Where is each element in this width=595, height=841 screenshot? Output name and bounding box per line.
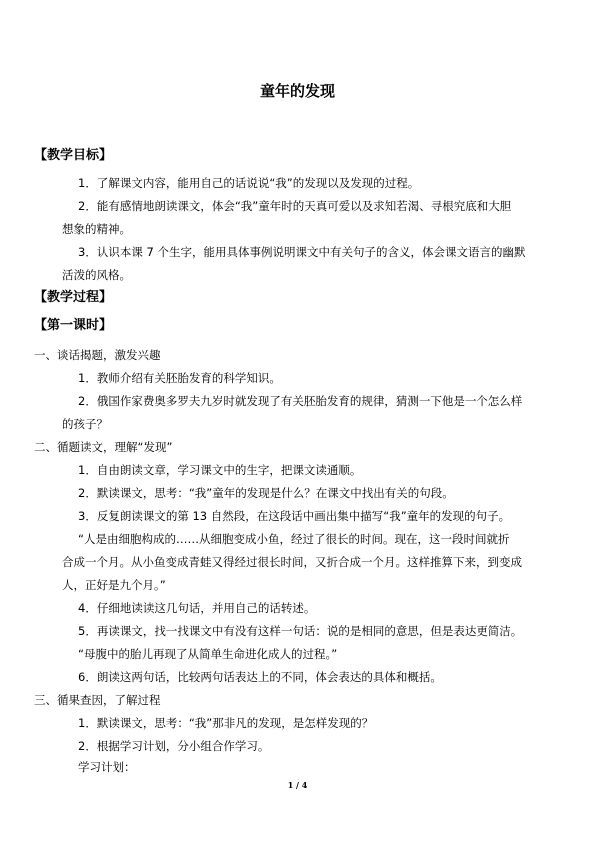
paragraph-line: 2．能有感情地朗读课文，体会“我”童年时的天真可爱以及求知若渴、寻根究底和大胆 (78, 199, 512, 213)
paragraph-line: 1．自由朗读文章，学习课文中的生字，把课文读通顺。 (78, 463, 362, 477)
paragraph-line: 3．反复朗读课文的第 13 自然段，在这段话中画出集中描写“我”童年的发现的句子。 (78, 509, 511, 523)
paragraph-line: 2．根据学习计划，分小组合作学习。 (78, 739, 270, 753)
paragraph-line: 5．再读课文，找一找课文中有没有这样一句话：说的是相同的意思，但是表达更简洁。 (78, 624, 523, 638)
quote-line: 合成一个月。从小鱼变成青蛙又得经过很长时间，又折合成一个月。这样推算下来，到变成 (62, 555, 522, 569)
document-title: 童年的发现 (259, 82, 335, 100)
section-heading-objectives: 【教学目标】 (34, 148, 113, 163)
subsection-heading: 二、循题读文，理解“发现” (34, 440, 173, 454)
quote-line: “人是由细胞构成的……从细胞变成小鱼，经过了很长的时间。现在，这一段时间就折 (78, 532, 510, 546)
paragraph-line: 1．了解课文内容，能用自己的话说说“我”的发现以及发现的过程。 (78, 176, 420, 190)
paragraph-line: 1．教师介绍有关胚胎发育的科学知识。 (78, 371, 281, 385)
paragraph-line: 6．朗读这两句话，比较两句话表达上的不同，体会表达的具体和概括。 (78, 670, 442, 684)
paragraph-line: 1．默读课文，思考：“我”那非凡的发现，是怎样发现的？ (78, 716, 374, 730)
section-heading-first-lesson: 【第一课时】 (34, 318, 113, 333)
page-number: 1 / 4 (287, 780, 308, 790)
quote-line: “母腹中的胎儿再现了从简单生命进化成人的过程。” (78, 647, 338, 661)
paragraph-line: 的孩子？ (62, 417, 108, 431)
paragraph-line: 想象的精神。 (62, 222, 131, 236)
paragraph-line: 2．俄国作家费奥多罗夫九岁时就发现了有关胚胎发育的规律，猜测一下他是一个怎么样 (78, 394, 523, 408)
subsection-heading: 三、循果查因，了解过程 (34, 693, 161, 707)
paragraph-line: 3．认识本课 7 个生字，能用具体事例说明课文中有关句子的含义，体会课文语言的幽默 (78, 245, 526, 259)
paragraph-line: 4．仔细地读读这几句话，并用自己的话转述。 (78, 601, 316, 615)
paragraph-line: 活泼的风格。 (62, 268, 131, 282)
section-heading-process: 【教学过程】 (34, 290, 113, 305)
paragraph-line: 2．默读课文，思考：“我”童年的发现是什么？在课文中找出有关的句段。 (78, 486, 454, 500)
paragraph-line: 学习计划： (78, 760, 136, 774)
quote-line: 人，正好是九个月。” (62, 578, 166, 592)
subsection-heading: 一、谈话揭题，激发兴趣 (34, 348, 161, 362)
